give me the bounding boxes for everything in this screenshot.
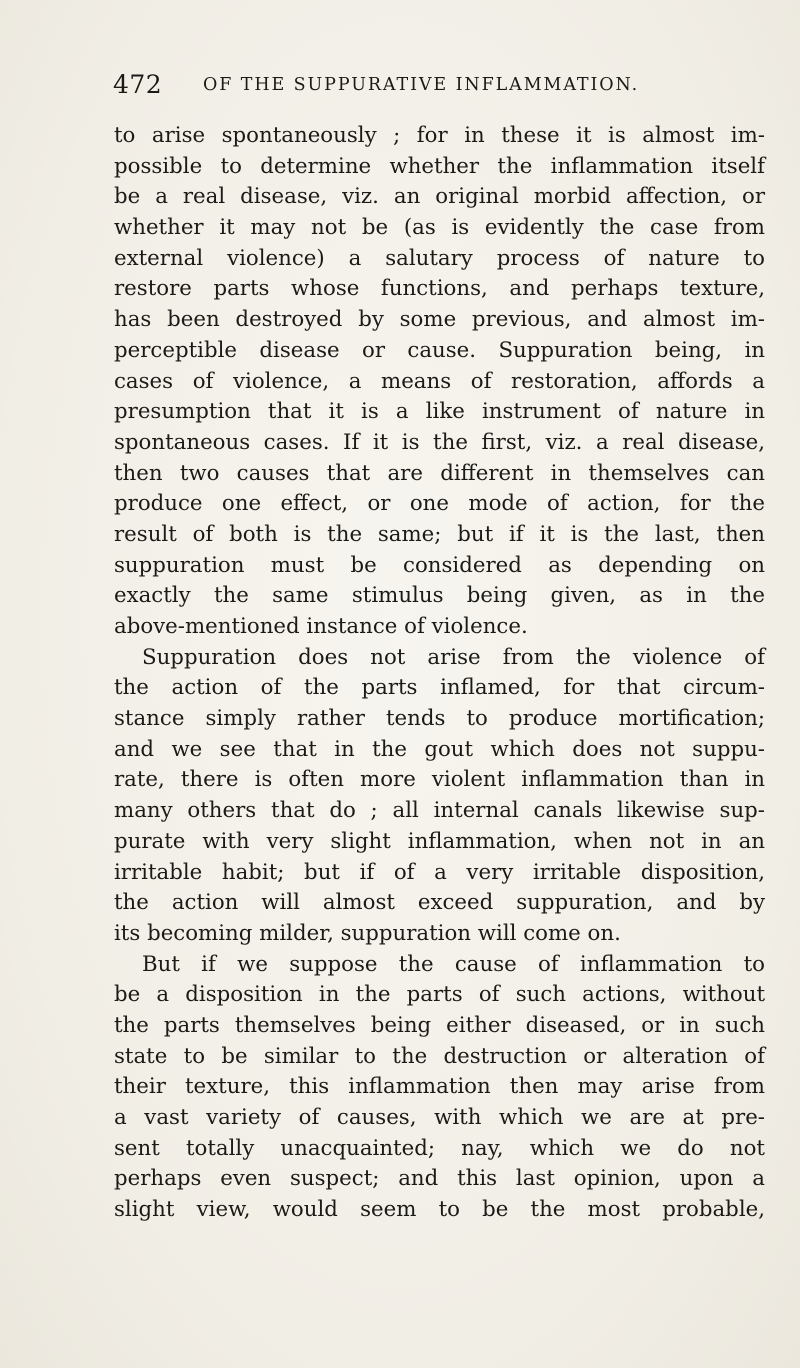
text-line: rate, there is often more violent inflammation than in [114, 767, 765, 793]
text-line: a vast variety of causes, with which we are at pre- [114, 1105, 765, 1130]
text-line: Suppuration does not arise from the violence of [142, 644, 765, 670]
running-head: OF THE SUPPURATIVE INFLAMMATION. [203, 75, 640, 95]
text-line: the parts themselves being either diseased, or in such [114, 1012, 765, 1038]
text-line: has been destroyed by some previous, and almost im- [114, 307, 765, 333]
text-line: But if we suppose the cause of inflammation to [142, 951, 765, 977]
text-line: and we see that in the gout which does not suppu- [114, 736, 765, 762]
text-line: the action will almost exceed suppuration, and by [114, 890, 765, 916]
text-line: suppuration must be considered as depending on [114, 552, 765, 578]
text-line: spontaneous cases. If it is the first, viz. a real disease, [114, 429, 765, 455]
text-line: stance simply rather tends to produce mortification; [114, 706, 765, 732]
text-line: presumption that it is a like instrument of nature in [114, 399, 765, 425]
text-line: exactly the same stimulus being given, as in the [114, 583, 765, 609]
page-number: 472 [113, 70, 163, 99]
text-line: many others that do ; all internal canals likewise sup- [114, 798, 765, 824]
text-line: perceptible disease or cause. Suppuration being, in [114, 337, 765, 363]
text-line: above-mentioned instance of violence. [114, 614, 528, 639]
text-line: be a real disease, viz. an original morbid affection, or [114, 184, 765, 210]
text-line: restore parts whose functions, and perhaps texture, [114, 276, 765, 302]
text-line: their texture, this inflammation then may arise from [114, 1074, 765, 1100]
body-text [114, 121, 765, 1226]
text-line: be a disposition in the parts of such actions, without [114, 982, 765, 1008]
text-line: possible to determine whether the inflammation itself [114, 153, 765, 179]
text-line: external violence) a salutary process of nature to [114, 245, 765, 271]
text-line: irritable habit; but if of a very irritable disposition, [114, 859, 765, 885]
text-line: state to be similar to the destruction or alteration of [114, 1043, 765, 1069]
text-line: cases of violence, a means of restoration, affords a [114, 368, 765, 394]
text-line: produce one effect, or one mode of action, for the [114, 491, 765, 517]
text-line: its becoming milder, suppuration will come on. [114, 920, 621, 946]
text-line: slight view, would seem to be the most probable, [114, 1197, 765, 1223]
text-line: whether it may not be (as is evidently the case from [114, 215, 765, 241]
page-header [113, 72, 673, 112]
text-line: to arise spontaneously ; for in these it is almost im- [114, 123, 765, 148]
text-line: then two causes that are different in themselves can [114, 460, 765, 486]
text-line: result of both is the same; but if it is the last, then [114, 521, 765, 547]
text-line: perhaps even suspect; and this last opinion, upon a [114, 1166, 765, 1192]
text-line: the action of the parts inflamed, for that circum- [114, 675, 765, 701]
text-line: sent totally unacquainted; nay, which we do not [114, 1135, 765, 1161]
text-line: purate with very slight inflammation, when not in an [114, 828, 765, 854]
